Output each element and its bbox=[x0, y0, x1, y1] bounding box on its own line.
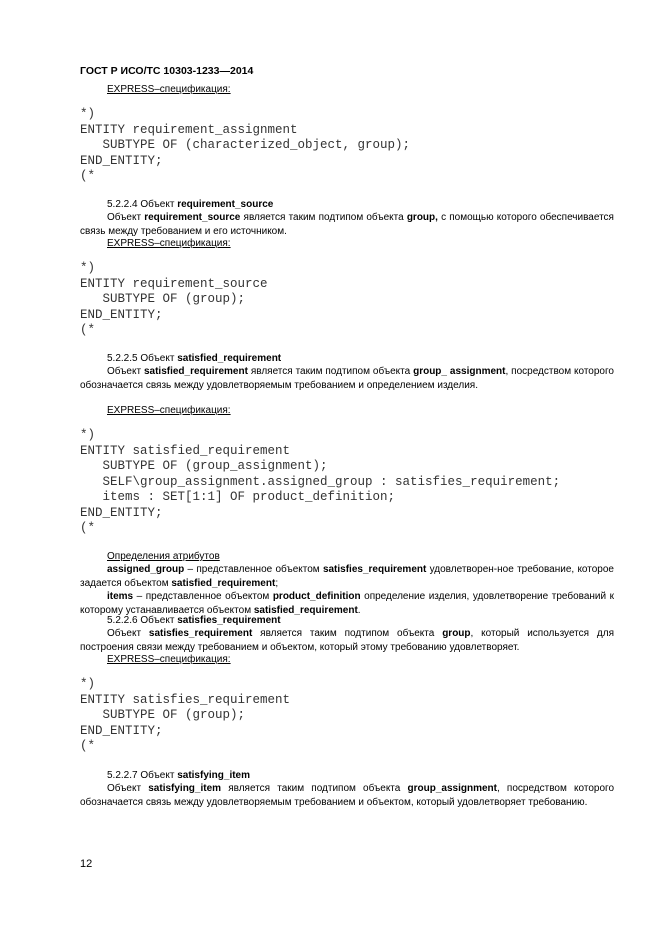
section-heading-5-2-2-6 bbox=[107, 614, 281, 627]
entity-ref: requirement_source bbox=[144, 212, 241, 223]
text: , посредством которого обозначается связь между удовлетворяемым требованием и объектом, который удовлетворяет требованию. bbox=[80, 783, 614, 808]
section-number: 5.2.2.5 Объект bbox=[107, 353, 178, 364]
page-number: 12 bbox=[80, 858, 93, 870]
code-line: items : SET[1:1] OF product_definition; bbox=[80, 490, 396, 504]
section-heading-5-2-2-7 bbox=[107, 769, 250, 782]
section-number: 5.2.2.7 Объект bbox=[107, 770, 178, 781]
section-number: 5.2.2.4 Объект bbox=[107, 199, 178, 210]
code-close: (* bbox=[80, 739, 96, 753]
code-line: ENTITY satisfies_requirement bbox=[80, 692, 291, 707]
code-close: (* bbox=[80, 169, 96, 183]
code-line: SELF\group_assignment.assigned_group : satisfies_requirement; bbox=[80, 474, 561, 489]
express-label: EXPRESS–спецификация: bbox=[107, 654, 231, 665]
entity-ref: satisfied_requirement bbox=[171, 577, 276, 589]
code-line: ENTITY requirement_source bbox=[80, 276, 268, 291]
text: . bbox=[357, 604, 361, 616]
entity-ref: satisfies_requirement bbox=[148, 628, 253, 639]
code-block-requirement-assignment bbox=[80, 107, 410, 185]
code-open: *) bbox=[80, 261, 96, 275]
entity-name: requirement_source bbox=[177, 199, 274, 210]
text: удовлетворен-ное требование, которое задается объектом bbox=[80, 564, 614, 589]
entity-ref: satisfied_requirement bbox=[253, 604, 358, 616]
text: – представленное объектом bbox=[133, 591, 273, 602]
code-close: (* bbox=[80, 521, 96, 535]
section-paragraph-5-2-2-5 bbox=[80, 365, 614, 392]
text: является таким подтипом объекта bbox=[240, 212, 407, 223]
code-open: *) bbox=[80, 428, 96, 442]
express-label: EXPRESS–спецификация: bbox=[107, 238, 231, 249]
entity-ref: satisfied_requirement bbox=[143, 366, 248, 377]
text: ; bbox=[275, 577, 279, 589]
express-label: EXPRESS–спецификация: bbox=[107, 405, 231, 416]
entity-ref: group, bbox=[406, 212, 438, 223]
code-end-entity: END_ENTITY; bbox=[80, 307, 163, 322]
entity-name: satisfied_requirement bbox=[177, 353, 282, 364]
section-number: 5.2.2.6 Объект bbox=[107, 615, 178, 626]
text: Объект bbox=[107, 628, 149, 639]
section-paragraph-5-2-2-7 bbox=[80, 782, 614, 809]
code-close: (* bbox=[80, 323, 96, 337]
attr-name: items bbox=[107, 591, 134, 602]
text: Объект bbox=[107, 212, 145, 223]
code-line: ENTITY satisfied_requirement bbox=[80, 443, 291, 458]
entity-ref: group_ assignment bbox=[413, 366, 506, 377]
code-open: *) bbox=[80, 107, 96, 121]
entity-ref: group bbox=[442, 628, 471, 639]
text: Объект bbox=[107, 366, 144, 377]
text: является таким подтипом объекта bbox=[247, 366, 414, 377]
code-line: SUBTYPE OF (group); bbox=[80, 708, 246, 722]
code-line: SUBTYPE OF (group); bbox=[80, 292, 246, 306]
text: – представленное объектом bbox=[184, 564, 323, 575]
entity-name: satisfies_requirement bbox=[177, 615, 281, 626]
text: с помощью которого обеспечивается связь между требованием и его источником. bbox=[80, 212, 614, 237]
entity-name: satisfying_item bbox=[177, 770, 251, 781]
section-paragraph-5-2-2-6 bbox=[80, 627, 614, 654]
attribute-items bbox=[80, 590, 614, 617]
code-block-satisfies-requirement bbox=[80, 677, 290, 755]
attribute-assigned-group bbox=[80, 563, 614, 590]
entity-ref: satisfies_requirement bbox=[322, 564, 427, 575]
code-end-entity: END_ENTITY; bbox=[80, 153, 163, 168]
entity-ref: group_assignment bbox=[407, 783, 497, 794]
text: является таким подтипом объекта bbox=[221, 783, 408, 794]
code-end-entity: END_ENTITY; bbox=[80, 723, 163, 738]
entity-ref: satisfying_item bbox=[148, 783, 222, 794]
section-heading-5-2-2-4 bbox=[107, 198, 273, 211]
code-block-requirement-source bbox=[80, 261, 268, 339]
attr-name: assigned_group bbox=[107, 564, 185, 575]
text: , посредством которого обозначается связь между удовлетворяемым требованием и определением изделия. bbox=[80, 366, 614, 391]
text: определение изделия, удовлетворение требований к которому устанавливается объектом bbox=[80, 591, 614, 616]
page-header: ГОСТ Р ИСО/ТС 10303-1233—2014 bbox=[80, 65, 254, 77]
code-open: *) bbox=[80, 677, 96, 691]
code-line: SUBTYPE OF (group_assignment); bbox=[80, 459, 328, 473]
express-label: EXPRESS–спецификация: bbox=[107, 84, 231, 95]
code-end-entity: END_ENTITY; bbox=[80, 505, 163, 520]
text: является таким подтипом объекта bbox=[252, 628, 443, 639]
code-line: ENTITY requirement_assignment bbox=[80, 122, 298, 137]
attributes-heading: Определения атрибутов bbox=[107, 551, 220, 562]
text: Объект bbox=[107, 783, 149, 794]
code-line: SUBTYPE OF (characterized_object, group); bbox=[80, 138, 411, 152]
text: , который используется для построения связи между требованием и объектом, который этому требованию удовлетворяет. bbox=[80, 628, 614, 653]
section-paragraph-5-2-2-4 bbox=[80, 211, 614, 238]
section-heading-5-2-2-5 bbox=[107, 352, 281, 365]
entity-ref: product_definition bbox=[272, 591, 361, 602]
code-block-satisfied-requirement bbox=[80, 428, 560, 537]
